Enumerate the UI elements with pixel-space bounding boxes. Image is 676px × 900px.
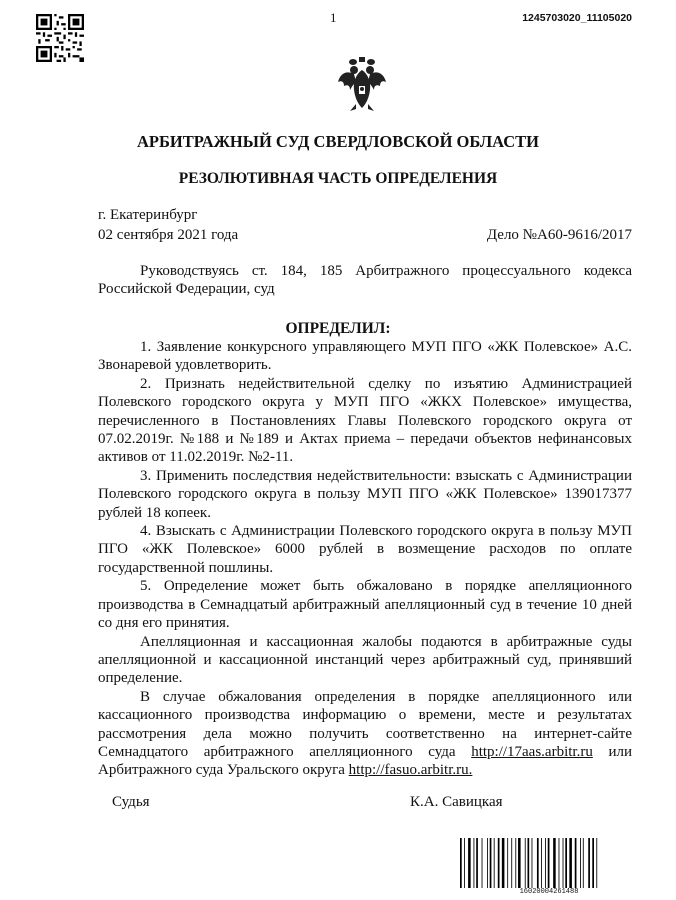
judge-name: К.А. Савицкая xyxy=(410,794,503,810)
document-code: 1245703020_11105020 xyxy=(522,12,632,24)
decided-heading: ОПРЕДЕЛИЛ: xyxy=(285,320,391,337)
resolution-item-2: 2. Признать недействительной сделку по изъятию Администрацией Полевского городского округа у МУП ПГО «ЖКХ Полевское» имущества, перечисленного в Постановлениях Главы Полевского городского округа от 07.02.2019г. №188 и №189 и Актах приема – передачи объектов нефинансовых активов от 11.02.2019г. №2-11. xyxy=(98,375,632,466)
coat-of-arms-emblem xyxy=(336,56,388,112)
document-title: РЕЗОЛЮТИВНАЯ ЧАСТЬ ОПРЕДЕЛЕНИЯ xyxy=(178,170,498,187)
qr-code xyxy=(36,14,84,62)
appeal-info-text-1: В случае обжалования определения в порядке апелляционного или кассационного производства информацию о времени, месте и результатах рассмотрения дела можно получить соответственно на интернет-сайте Семнадцатого арбитражного апелляционного суда xyxy=(98,688,632,760)
intro-paragraph xyxy=(98,262,632,299)
case-number: Дело №А60-9616/2017 xyxy=(486,227,632,243)
judge-label: Судья xyxy=(112,794,150,810)
court-title: АРБИТРАЖНЫЙ СУД СВЕРДЛОВСКОЙ ОБЛАСТИ xyxy=(136,132,540,151)
barcode xyxy=(460,838,638,888)
resolution-items xyxy=(98,338,632,780)
resolution-item-4: 4. Взыскать с Администрации Полевского городского округа в пользу МУП ПГО «ЖК Полевское» 6000 рублей в возмещение расходов по оплате государственной пошлины. xyxy=(98,523,632,576)
place: г. Екатеринбург xyxy=(98,207,198,223)
appeal-info-text-2: или Арбитражного суда Уральского округа xyxy=(98,743,632,779)
link-17aas[interactable]: http://17aas.arbitr.ru xyxy=(471,743,593,760)
page-number: 1 xyxy=(330,10,337,25)
appeal-info-paragraph xyxy=(98,688,632,780)
intro-text: Руководствуясь ст. 184, 185 Арбитражного процессуального кодекса Российской Федерации, суд xyxy=(98,263,632,298)
resolution-item-1: 1. Заявление конкурсного управляющего МУП ПГО «ЖК Полевское» А.С. Звонаревой удовлетворить. xyxy=(98,339,632,374)
resolution-item-5: 5. Определение может быть обжаловано в порядке апелляционного производства в Семнадцатый арбитражный апелляционный суд в течение 10 дней со дня его принятия. xyxy=(98,578,632,632)
barcode-number: 16020004261488 xyxy=(519,888,579,896)
appeal-paragraph: Апелляционная и кассационная жалобы подаются в арбитражные суды апелляционной и кассационной инстанций через арбитражный суд, принявший определение. xyxy=(98,633,632,687)
link-fasuo[interactable]: http://fasuo.arbitr.ru. xyxy=(348,762,473,779)
document-date: 02 сентября 2021 года xyxy=(98,227,239,243)
resolution-item-3: 3. Применить последствия недействительности: взыскать с Администрации Полевского городского округа в пользу МУП ПГО «ЖК Полевское» 139017377 рублей 18 копеек. xyxy=(98,467,632,521)
